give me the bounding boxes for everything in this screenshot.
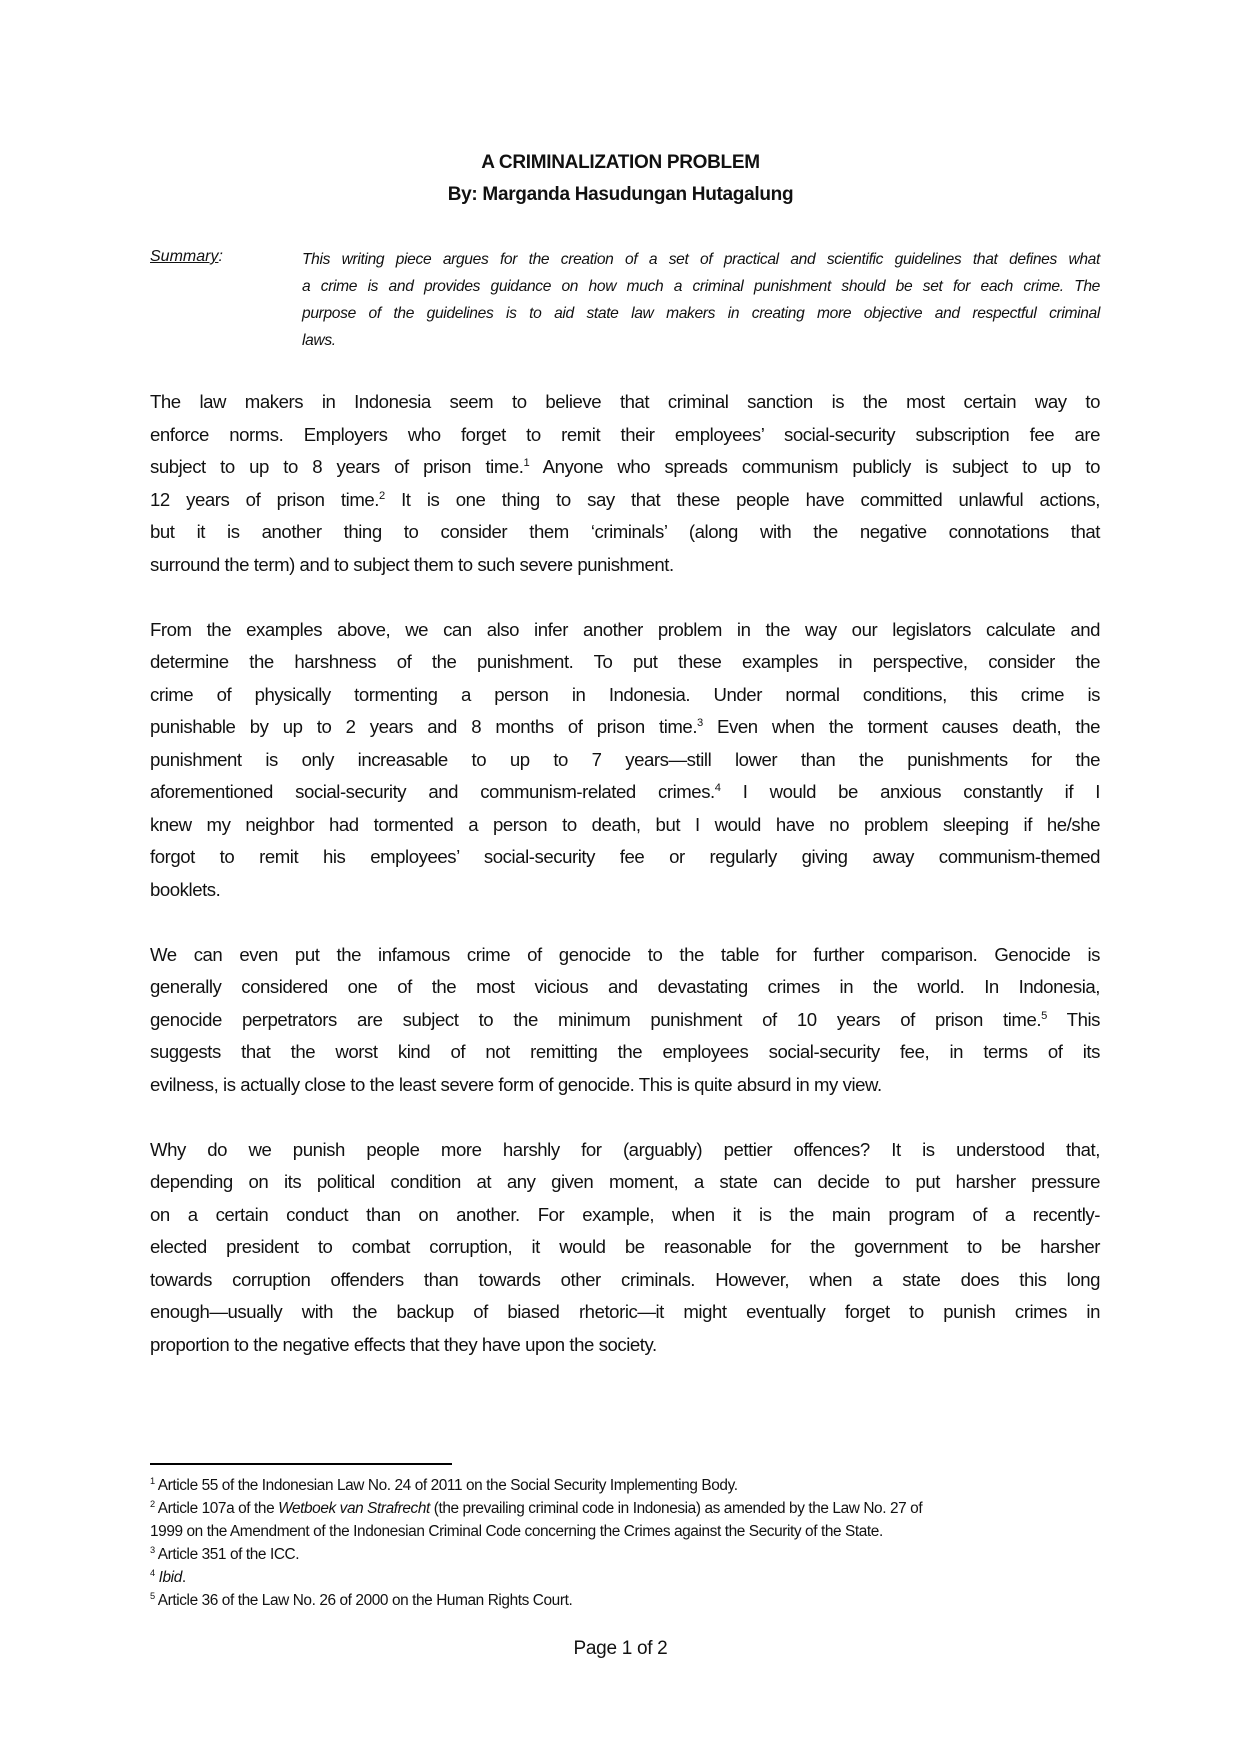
text-run: crime of physically tormenting a person in Indonesia. Under normal conditions, this crime is [150,683,1100,705]
text-run: on a certain conduct than on another. For example, when it is the main program of a recently- [150,1203,1100,1225]
summary-text [302,246,1100,354]
text-run: enough—usually with the backup of biased rhetoric—it might eventually forget to punish crimes in [150,1301,1100,1322]
text-run: . [181,1569,186,1586]
text-run: We can even put the infamous crime of genocide to the table for further comparison. Genocide is [150,943,1100,965]
text-run: 12 years of prison time. [150,488,379,510]
document-title: A CRIMINALIZATION PROBLEM [481,152,760,173]
footnote-ref: 1 [150,1475,155,1486]
text-run: surround the term) and to subject them to such severe punishment. [150,553,674,575]
text-run: Even when the torment causes death, the [702,716,1100,737]
paragraph-gap [150,1101,1100,1134]
footnote-ref: 3 [697,716,703,729]
text-run: punishment is only increasable to up to 7 years—still lower than the punishments for the [150,748,1100,770]
text-run: enforce norms. Employers who forget to remit their employees’ social-security subscription fee are [150,423,1100,445]
paragraph-line [150,549,1100,582]
document-body [150,386,1100,1361]
paragraph-line [150,874,1100,907]
paragraph-line [150,484,1100,517]
paragraph [150,386,1100,581]
paragraph-line [150,516,1100,549]
summary-label-colon: : [218,248,223,265]
paragraph-line [150,841,1100,874]
text-run: Why do we punish people more harshly for (arguably) pettier offences? It is understood that, [150,1138,1100,1160]
paragraph-line [150,1264,1100,1297]
page-number: Page 1 of 2 [573,1638,668,1659]
footnote-ref: 5 [150,1590,155,1601]
author-byline: By: Marganda Hasudungan Hutagalung [447,184,794,205]
paragraph-line [150,971,1100,1004]
paragraph-line [150,776,1100,809]
paragraph-line [150,711,1100,744]
text-run: depending on its political condition at any given moment, a state can decide to put harsher pressure [150,1171,1100,1192]
text-run: towards corruption offenders than towards other criminals. However, when a state does this long [150,1268,1100,1290]
summary-label-text: Summary [150,248,219,265]
text-run: knew my neighbor had tormented a person to death, but I would have no problem sleeping if he/she [150,813,1100,835]
text-run: This [1046,1008,1100,1030]
footnote-line [150,1589,1110,1612]
paragraph-line [150,1069,1100,1102]
italic-text: Ibid [158,1569,182,1586]
paragraph-line [150,451,1100,484]
text-run: genocide perpetrators are subject to the minimum punishment of 10 years of prison time. [150,1008,1042,1030]
paragraph-line [150,1296,1100,1329]
footnote-line [150,1520,1110,1543]
text-run: proportion to the negative effects that they have upon the society. [150,1333,657,1355]
footnote-ref: 2 [150,1498,155,1509]
text-run: evilness, is actually close to the least severe form of genocide. This is quite absurd in my view. [150,1073,882,1095]
text-run: The law makers in Indonesia seem to believe that criminal sanction is the most certain way to [150,391,1100,412]
paragraph-line [150,1004,1100,1037]
text-run: booklets. [150,878,221,900]
paragraph-line [150,1231,1100,1264]
summary-line: laws. [302,332,336,349]
footnote-ref: 3 [150,1544,155,1555]
paragraph-line [150,1134,1100,1167]
text-run: punishable by up to 2 years and 8 months of prison time. [150,716,698,737]
paragraph [150,614,1100,907]
paragraph-line [150,1166,1100,1199]
paragraph-line [150,679,1100,712]
text-run: forgot to remit his employees’ social-security fee or regularly giving away communism-themed [150,846,1100,867]
paragraph-line [150,809,1100,842]
summary-line: a crime is and provides guidance on how much a criminal punishment should be set for each crime. The [302,278,1100,295]
text-run: but it is another thing to consider them ‘criminals’ (along with the negative connotations that [150,521,1100,542]
text-run: generally considered one of the most vicious and devastating crimes in the world. In Indonesia, [150,976,1100,997]
paragraph-line [150,419,1100,452]
paragraph-line [150,646,1100,679]
footnote-line [150,1497,1110,1520]
paragraph-line [150,939,1100,972]
footnote-ref: 4 [150,1567,155,1578]
paragraph-line [150,614,1100,647]
footnote-ref: 4 [714,781,721,794]
text-run: Article 36 of the Law No. 26 of 2000 on the Human Rights Court. [154,1592,573,1609]
text-run: aforementioned social-security and communism-related crimes. [150,781,715,802]
footnote-ref: 2 [378,489,385,502]
text-run: Article 351 of the ICC. [154,1546,300,1563]
text-run: Article 107a of the [154,1500,279,1517]
text-run: determine the harshness of the punishment. To put these examples in perspective, consider the [150,651,1100,672]
text-run: From the examples above, we can also infer another problem in the way our legislators calculate and [150,618,1100,640]
paragraph [150,1134,1100,1362]
footnote-ref: 1 [523,456,530,469]
paragraph-gap [150,906,1100,939]
text-run: suggests that the worst kind of not remitting the employees social-security fee, in terms of its [150,1041,1100,1062]
text-run: subject to up to 8 years of prison time. [150,456,524,477]
summary-label [150,248,223,266]
paragraph-line [150,744,1100,777]
footnote-line [150,1543,1110,1566]
footnote-line [150,1566,1110,1589]
italic-text: Wetboek van Strafrecht [278,1500,430,1517]
text-run: It is one thing to say that these people have committed unlawful actions, [384,488,1100,510]
text-run: 1999 on the Amendment of the Indonesian Criminal Code concerning the Crimes against the Security of the State. [150,1523,883,1540]
paragraph-line [150,1329,1100,1362]
text-run: Anyone who spreads communism publicly is subject to up to [529,456,1101,477]
summary-line: purpose of the guidelines is to aid state law makers in creating more objective and respectful criminal [302,305,1100,322]
text-run: I would be anxious constantly if I [720,781,1100,802]
footnote-ref: 5 [1041,1009,1047,1022]
summary-line: This writing piece argues for the creation of a set of practical and scientific guidelines that defines what [302,251,1100,268]
footnote-separator [150,1463,452,1465]
paragraph-line [150,1036,1100,1069]
footnotes [150,1474,1110,1612]
text-run: Article 55 of the Indonesian Law No. 24 of 2011 on the Social Security Implementing Body. [154,1477,738,1494]
paragraph-line [150,1199,1100,1232]
footnote-line [150,1474,1110,1497]
text-run: elected president to combat corruption, it would be reasonable for the government to be harsher [150,1236,1100,1257]
paragraph-line [150,386,1100,419]
paragraph [150,939,1100,1102]
text-run: (the prevailing criminal code in Indonesia) as amended by the Law No. 27 of [429,1500,923,1517]
paragraph-gap [150,581,1100,614]
